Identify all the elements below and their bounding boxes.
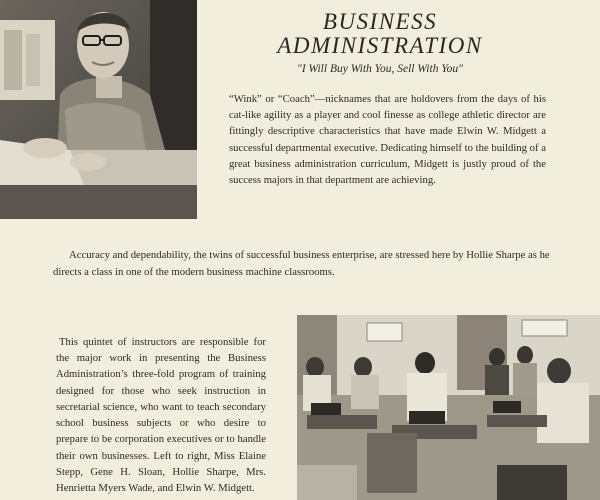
business-machine-class-caption-text: Accuracy and dependability, the twins of successful business enterprise, are stressed here by Hollie Sharpe as he directs a class in one of the modern business machine classrooms.	[53, 248, 550, 278]
section-title	[222, 10, 538, 58]
instructors-caption-text: This quintet of instructors are responsible for the major work in presenting the Business Administration’s three-fold program of training designed for those who seek instruction in secretarial science, who want to teach secondary school business subjects or who desire to prepare to be corporation executives or to handle their own businesses. Left to right, Miss Elaine Stepp, Gene H. Sloan, Hollie Sharpe, Mrs. Henrietta Myers Wade, and Elwin W. Midgett.	[56, 335, 266, 495]
classroom-photo	[297, 315, 600, 500]
business-machine-class-caption	[53, 247, 558, 281]
instructors-caption	[56, 334, 266, 497]
section-title-line-2: ADMINISTRATION	[277, 33, 483, 58]
classroom-photo-art	[297, 315, 600, 500]
department-head-caption: “Wink” or “Coach”—nicknames that are holdovers from the days of his cat-like agility as a player and cool finesse as college athletic director are fittingly descriptive characteristics that have made Elwin W. Midgett a successful departmental executive. Dedicating himself to the building of a great business administration curriculum, Midgett is justly proud of the success majors in that department are achieving.	[229, 92, 546, 187]
section-motto: "I Will Buy With You, Sell With You"	[297, 63, 463, 75]
department-head-photo-art	[0, 0, 197, 219]
department-head-photo	[0, 0, 197, 219]
section-title-line-1: BUSINESS	[322, 9, 438, 34]
